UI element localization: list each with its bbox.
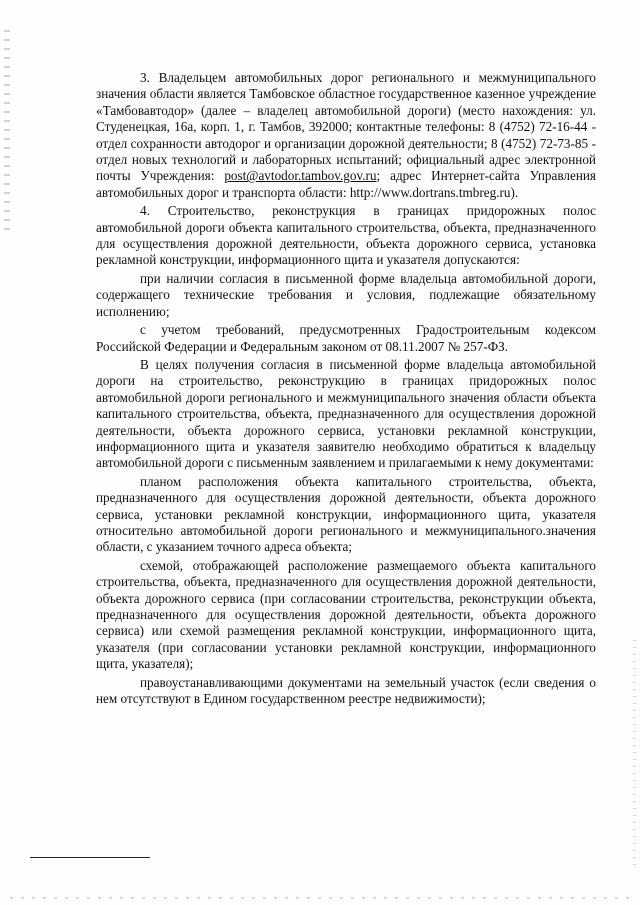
document-body	[96, 70, 596, 707]
email-link[interactable]: post@avtodor.tambov.gov.ru	[224, 168, 377, 184]
paragraph-location-plan: планом расположения объекта капитального строительства, объекта, предназначенного для осуществления дорожной деятельности, объекта дорожного сервиса, установки рекламной конструкции, информационного щита, указателя относительно автомобильной дороги регионального и межмуниципального.значения области, с указанием точного адреса объекта;	[96, 473, 596, 555]
paragraph-consent-condition: при наличии согласия в письменной форме владельца автомобильной дороги, содержащего технические требования и условия, подлежащие обязательному исполнению;	[96, 270, 596, 319]
paragraph-4-construction: 4. Строительство, реконструкция в границах придорожных полос автомобильной дороги объекта капитального строительства, объекта, предназначенного для осуществления дорожной деятельности, объекта дорожного сервиса, установка рекламной конструкции, информационного щита и указателя допускаются:	[96, 203, 596, 268]
scan-artifact-bottom	[10, 897, 630, 899]
footnote-separator-line	[30, 857, 150, 858]
paragraph-code-requirements: с учетом требований, предусмотренных Градостроительным кодексом Российской Федерации и Федеральным законом от 08.11.2007 № 257-ФЗ.	[96, 322, 596, 354]
paragraph-consent-procedure: В целях получения согласия в письменной форме владельца автомобильной дороги на строительство, реконструкцию в границах придорожных полос автомобильной дороги регионального и межмуниципального значения области объекта капитального строительства, объекта, предназначенного для осуществления дорожной деятельности, объекта дорожного сервиса, установки рекламной конструкции, информационного щита и указателя заявителю необходимо обратиться к владельцу автомобильной дороги с письменным заявлением и прилагаемыми к нему документами:	[96, 356, 596, 471]
paragraph-3-tail: ; адрес Интернет-сайта Управления автомобильных дорог и транспорта области: http://www.dortrans.tmbreg.ru).	[96, 168, 596, 200]
scan-artifact-left	[4, 30, 10, 230]
scan-artifact-right	[633, 640, 636, 870]
paragraph-land-documents: правоустанавливающими документами на земельный участок (если сведения о нем отсутствуют в Едином государственном реестре недвижимости);	[96, 674, 596, 707]
paragraph-3-text: 3. Владельцем автомобильных дорог регионального и межмуниципального значения области является Тамбовское областное государственное казенное учреждение «Тамбовавтодор» (далее – владелец автомобильной дороги) (место нахождения: ул. Студенецкая, 16а, корп. 1, г. Тамбов, 392000; контактные телефоны: 8 (4752) 72-16-44 - отдел сохранности автодорог и организации дорожной деятельности; 8 (4752) 72-73-85 - отдел новых технологий и лабораторных испытаний; официальный адрес электронной почты Учреждения:	[96, 70, 596, 184]
paragraph-layout-scheme: схемой, отображающей расположение размещаемого объекта капитального строительства, объекта, предназначенного для осуществления дорожной деятельности, объекта дорожного сервиса (при согласовании строительства, реконструкции объекта, предназначенного для осуществления дорожной деятельности, объекта дорожного сервиса) или схемой размещения рекламной конструкции, информационного щита, указателя (при согласовании установки рекламной конструкции, информационного щита, указателя);	[96, 557, 596, 672]
paragraph-3-owner	[96, 70, 596, 201]
